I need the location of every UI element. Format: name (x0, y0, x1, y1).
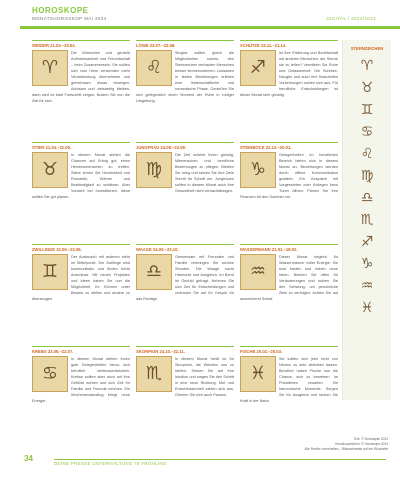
card-title: LÖWE 23.07.–23.08. (136, 43, 176, 48)
libra-icon: ♎ (360, 190, 374, 206)
card-body: Sie sollten sich jetzt nicht von Neuem zu sehr ablenken lassen. Beruflich haben Fische nun die Chance, sich zu beweisen. Im Privatleben erwarten Sie harmonische Momente. Sorgen Sie für Ausgleich und tanken Sie Kraft in der Natur. (240, 357, 338, 403)
card-body: In diesem Monat stehen die Chancen auf Erfolg gut, einen Herzensmenschen zu treffen. Stiere lernen Sie Herzlichkeit und Romantik, Wärme und Beständigkeit zu schätzen. Aber Vorsicht bei Investitionen, diese sollten Sie gut planen. (32, 153, 130, 199)
section-title: HOROSKOPE (32, 6, 89, 15)
gemini-icon: ♊ (32, 254, 68, 290)
taurus-icon: ♉ (32, 152, 68, 188)
aries-icon: ♈ (360, 58, 374, 74)
sagittarius-icon: ♐ (240, 50, 276, 86)
card-title: STIER 21.04.–21.05. (32, 145, 72, 150)
card-body: In diesem Monat stehen Ihnen gute Gelegenheiten bevor, sich beruflich weiterzuentwickeln. Krebse sollten aber auch auf ihre Gefühle achten und sich Zeit für Familie und Freunde nehmen. Ein Wochenendausflug bringt neue Energie. (32, 357, 130, 403)
card-title: WIDDER 21.03.–20.04. (32, 43, 76, 48)
card-body: Die Wünschen und genießt Aufmerksamkeit und Freundschaft – beim Zusammensein. Sie sollten sich vom Heim verwenden mehr Verantwortung übernehmen und gemeinsam etwas bewegen. Achtsam und zielstrebig bleiben, dann wird es bald Fortschritt zeigen. Nutzen Sie nun die Zeit für sich. (32, 51, 130, 103)
card-body: Gelegenheiten im beruflichen Bereich bieten sich in diesem Monat an. Beziehungen werden durch offene Kommunikation gestärkt. Ein Gespräch mit Vorgesetzten oder Kollegen kann Türen öffnen. Planen Sie Ihre Finanzen für den Sommer vor. (240, 153, 338, 199)
card-body: Gemeinsam mit Freunden und Familie verbringen Sie schöne Stunden. Die Waage sucht Harmonie und Ausgleich. Im Beruf ist Geduld gefragt. Nehmen Sie sich Zeit für Entscheidungen und vertrauen Sie auf Ihr Gespür für das Richtige. (136, 255, 234, 301)
card-title: ZWILLINGE 22.05.–22.06. (32, 247, 82, 252)
card-title: WAAGE 24.09.–23.10. (136, 247, 179, 252)
card-zwillinge (32, 244, 130, 302)
aquarius-icon: ♒ (360, 278, 374, 294)
credit-line: Horoskopzeichen: © Horoskope 2024 (334, 442, 388, 446)
sidebar-label: STERNZEICHEN (350, 46, 384, 51)
sagittarius-icon: ♐ (360, 234, 374, 250)
header-bar (20, 4, 400, 29)
card-title: JUNGFRAU 24.08.–23.09. (136, 145, 187, 150)
leo-icon: ♌ (360, 146, 374, 162)
digital-label: DIGITAL / 2024/2024 (326, 16, 376, 21)
card-title: WASSERMANN 21.01.–19.02. (240, 247, 298, 252)
libra-icon: ♎ (136, 254, 172, 290)
page-number: 34 (24, 454, 33, 463)
card-title: SCHÜTZE 23.11.–21.12. (240, 43, 287, 48)
card-title: KREBS 23.06.–22.07. (32, 349, 74, 354)
cancer-icon: ♋ (32, 356, 68, 392)
zodiac-sidebar (342, 40, 391, 400)
taurus-icon: ♉ (360, 80, 374, 96)
card-waage (136, 244, 234, 302)
card-body: Dieser Monat beginnt für Wassermänner voller Energie. Sie sind kreativ und haben neue Ideen. Bleiben Sie offen für Veränderungen und nutzen Sie den Schwung, um persönliche Ziele zu verfolgen. Achten Sie auf ausreichend Schlaf. (240, 255, 338, 301)
footer-text: DEINE PRESSE UNTERHALTUNG 78 FRÜHLING (54, 461, 167, 466)
pisces-icon: ♓ (240, 356, 276, 392)
capricorn-icon: ♑ (360, 256, 374, 272)
leo-icon: ♌ (136, 50, 172, 86)
gemini-icon: ♊ (360, 102, 374, 118)
aries-icon: ♈ (32, 50, 68, 86)
card-body: Die Zeit scheint Ihnen günstig, Mitmenschen und berufliche Beziehungen zu pflegen. Bleiben Sie ruhig und setzen Sie Ihre Ziele Schritt für Schritt um. Jungfrauen sollten in diesem Monat auch ihre Gesundheit nicht vernachlässigen. (175, 153, 234, 193)
footer-divider (54, 459, 386, 460)
card-krebs (32, 346, 130, 404)
card-schuetze (240, 40, 338, 98)
card-loewe (136, 40, 234, 104)
card-body: Singles sollten gleich die Möglichkeiten nutzen, den Sternzeichen vertrauten Menschen besser kennenzulernen. Loslassen in festen Beziehungen erleben eine leidenschaftliche und romantische Phase. Genießen Sie sich gelegentlich einen Moment der Ruhe in ruhiger Umgebung. (136, 51, 234, 103)
scorpio-icon: ♏ (360, 212, 374, 228)
card-title: STEINBOCK 22.12.–20.01. (240, 145, 292, 150)
capricorn-icon: ♑ (240, 152, 276, 188)
card-fische (240, 346, 338, 404)
pisces-icon: ♓ (360, 300, 374, 316)
card-title: FISCHE 20.02.–20.03. (240, 349, 283, 354)
card-steinbock (240, 142, 338, 200)
card-widder (32, 40, 130, 104)
section-subtitle: MONATSHOROSKOP MAI 2024 (32, 16, 107, 21)
credits (218, 437, 388, 452)
scorpio-icon: ♏ (136, 356, 172, 392)
credit-line: Alle Rechte vorbehalten – Bildnachweise auf der Rückseite (304, 447, 388, 451)
card-wassermann (240, 244, 338, 302)
page-footer (20, 456, 400, 466)
card-body: In diesem Monat heißt es für Skorpione, die Weichen neu zu stellen. Setzen Sie auf Ihre Intuition und wagen Sie den Schritt in eine neue Richtung. Mut und Entschlossenheit zahlen sich aus. Gönnen Sie sich auch Pausen. (175, 357, 234, 397)
cancer-icon: ♋ (360, 124, 374, 140)
card-body: Der Austausch mit anderen steht im Mittelpunkt. Die Zwillinge sind kommunikativ und finden leicht Anschluss. Mit neuen Projekten und Ideen haben Sie nun die Möglichkeit, Ihr Können unter Beweis zu stellen und andere zu überzeugen. (32, 255, 130, 301)
aquarius-icon: ♒ (240, 254, 276, 290)
card-body: Ist Ihre Erfahrung und Bereitschaft mit anderen Menschen, der Sterne sie zu teilen? Vermitteln Sie Ruhe und Gelassenheit. Die Schütze-Neugier und auch Ihre finanziellen Vorkehrungen zahlen sich aus. Für berufliche Entscheidungen ist dieser Monat sehr günstig. (240, 51, 338, 97)
card-title: SKORPION 24.10.–22.11. (136, 349, 185, 354)
virgo-icon: ♍ (136, 152, 172, 188)
card-skorpion (136, 346, 234, 398)
virgo-icon: ♍ (360, 168, 374, 184)
card-stier (32, 142, 130, 200)
magazine-page (20, 0, 400, 477)
card-jungfrau (136, 142, 234, 194)
credit-line: Text: © Schauspiel 2024 (353, 437, 388, 441)
